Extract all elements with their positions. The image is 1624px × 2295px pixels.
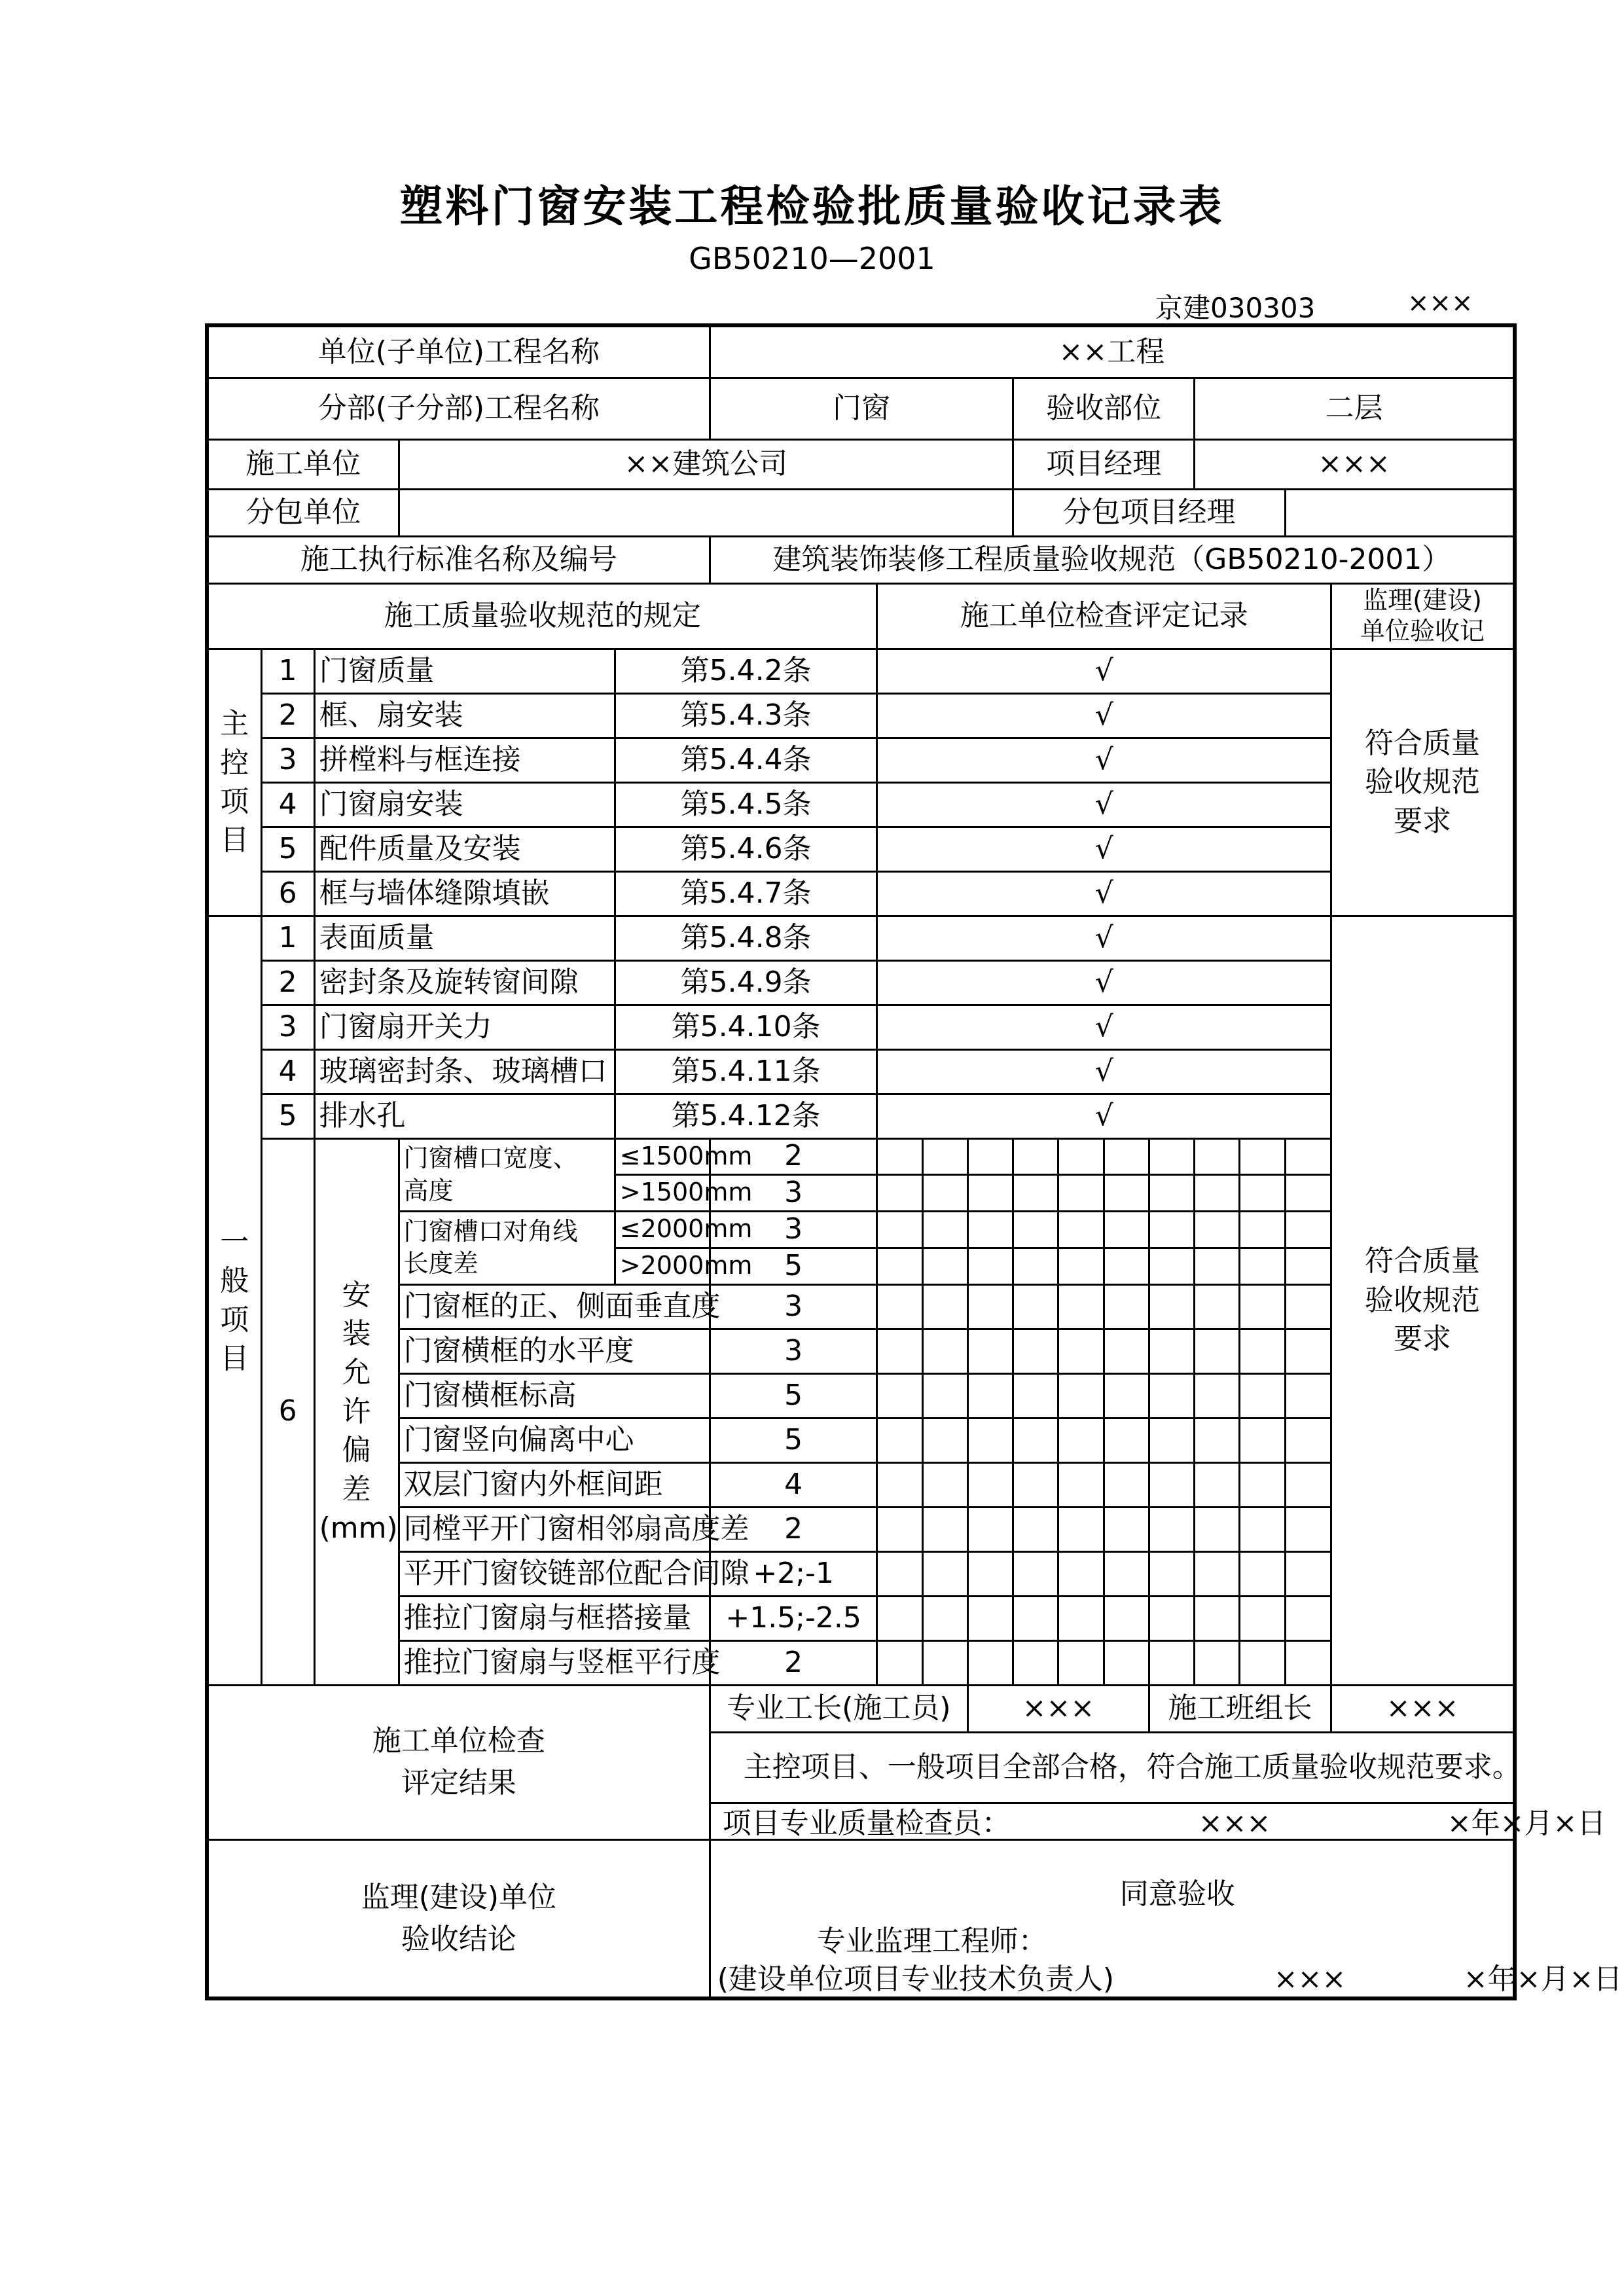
measure-cell[interactable] <box>1149 1174 1194 1211</box>
main-item-check[interactable]: √ <box>877 827 1331 871</box>
main-item-name: 框与墙体缝隙填嵌 <box>314 871 615 916</box>
measure-cell[interactable] <box>1285 1329 1331 1373</box>
measure-cell[interactable] <box>877 1174 922 1211</box>
supervisor-record-header: 监理(建设) 单位验收记 <box>1331 583 1515 649</box>
measure-cell[interactable] <box>967 1462 1013 1507</box>
measure-cell[interactable] <box>1149 1284 1194 1329</box>
measure-cell[interactable] <box>1240 1462 1285 1507</box>
measure-cell[interactable] <box>1149 1418 1194 1462</box>
main-item-no: 2 <box>261 693 314 738</box>
inspector-label: 项目专业质量检查员： <box>722 1806 1011 1840</box>
measure-cell[interactable] <box>1149 1138 1194 1174</box>
main-item-clause: 第5.4.4条 <box>615 738 877 782</box>
measure-cell[interactable] <box>1195 1211 1240 1248</box>
inspection-table <box>205 323 1623 2000</box>
measure-cell[interactable] <box>1285 1418 1331 1462</box>
main-item-clause: 第5.4.2条 <box>615 649 877 693</box>
measure-cell[interactable] <box>1149 1373 1194 1418</box>
measure-cell[interactable] <box>922 1248 967 1284</box>
form-code: 京建030303 <box>1155 292 1316 324</box>
tolerance-row-value: 2 <box>710 1507 877 1551</box>
pm-label: 项目经理 <box>1013 439 1195 489</box>
pm-value[interactable]: ××× <box>1195 439 1515 489</box>
main-item-check[interactable]: √ <box>877 693 1331 738</box>
supervision-conclusion <box>710 1839 1623 1998</box>
tolerance-row-name: 同樘平开门窗相邻扇高度差 <box>399 1507 710 1551</box>
general-item-clause: 第5.4.9条 <box>615 960 877 1005</box>
spec-header: 施工质量验收规范的规定 <box>207 583 877 649</box>
unit-project-value[interactable]: ××工程 <box>710 325 1515 378</box>
measure-cell[interactable] <box>1058 1211 1104 1248</box>
measure-cell[interactable] <box>877 1329 922 1373</box>
measure-cell[interactable] <box>1149 1248 1194 1284</box>
general-label: 一 般 项 目 <box>207 916 261 1685</box>
measure-cell[interactable] <box>1195 1418 1240 1462</box>
measure-cell[interactable] <box>1195 1551 1240 1596</box>
tolerance-row-name: 推拉门窗扇与框搭接量 <box>399 1596 710 1640</box>
contractor-value[interactable]: ××建筑公司 <box>399 439 1013 489</box>
general-item-clause: 第5.4.11条 <box>615 1049 877 1094</box>
general-item-clause: 第5.4.10条 <box>615 1005 877 1049</box>
team-leader-value[interactable]: ××× <box>1331 1685 1515 1732</box>
measure-cell[interactable] <box>877 1462 922 1507</box>
measure-cell[interactable] <box>1013 1284 1058 1329</box>
foreman-label: 专业工长(施工员) <box>710 1685 967 1732</box>
measure-cell[interactable] <box>1104 1138 1149 1174</box>
general-item-no: 3 <box>261 1005 314 1049</box>
measure-cell[interactable] <box>1195 1596 1240 1640</box>
tolerance-row-name: 双层门窗内外框间距 <box>399 1462 710 1507</box>
measure-cell[interactable] <box>1013 1418 1058 1462</box>
engineer-label: 专业监理工程师： <box>816 1924 1047 1958</box>
main-item-name: 门窗扇安装 <box>314 782 615 827</box>
measure-cell[interactable] <box>1104 1211 1149 1248</box>
main-item-clause: 第5.4.5条 <box>615 782 877 827</box>
main-item-check[interactable]: √ <box>877 871 1331 916</box>
groove-width-cond: >1500mm <box>615 1174 710 1211</box>
measure-cell[interactable] <box>1285 1211 1331 1248</box>
groove-width-value: 3 <box>710 1174 877 1211</box>
main-item-name: 框、扇安装 <box>314 693 615 738</box>
measure-cell[interactable] <box>1149 1329 1194 1373</box>
measure-cell[interactable] <box>1013 1462 1058 1507</box>
general-item-name: 表面质量 <box>314 916 615 960</box>
measure-cell[interactable] <box>1104 1248 1149 1284</box>
measure-cell[interactable] <box>1104 1462 1149 1507</box>
measure-cell[interactable] <box>1013 1211 1058 1248</box>
main-item-no: 5 <box>261 827 314 871</box>
measure-cell[interactable] <box>922 1329 967 1373</box>
measure-cell[interactable] <box>1013 1507 1058 1551</box>
accept-part-value[interactable]: 二层 <box>1195 378 1515 439</box>
general-item-clause: 第5.4.12条 <box>615 1094 877 1138</box>
groove-width-name: 门窗槽口宽度、 高度 <box>399 1138 615 1211</box>
general-item-check[interactable]: √ <box>877 1005 1331 1049</box>
measure-cell[interactable] <box>1195 1174 1240 1211</box>
general-item-no: 4 <box>261 1049 314 1094</box>
measure-cell[interactable] <box>967 1596 1013 1640</box>
measure-cell[interactable] <box>967 1373 1013 1418</box>
measure-cell[interactable] <box>922 1284 967 1329</box>
measure-cell[interactable] <box>1058 1551 1104 1596</box>
tolerance-row-name: 门窗框的正、侧面垂直度 <box>399 1284 710 1329</box>
check-conclusion[interactable]: 主控项目、一般项目全部合格，符合施工质量验收规范要求。 <box>710 1732 1515 1803</box>
measure-cell[interactable] <box>967 1418 1013 1462</box>
measure-cell[interactable] <box>1195 1373 1240 1418</box>
measure-cell[interactable] <box>1285 1640 1331 1685</box>
measure-cell[interactable] <box>922 1596 967 1640</box>
form-owner: ××× <box>1407 288 1473 318</box>
accept-part-label: 验收部位 <box>1013 378 1195 439</box>
measure-cell[interactable] <box>922 1462 967 1507</box>
measure-cell[interactable] <box>1104 1507 1149 1551</box>
measure-cell[interactable] <box>1195 1640 1240 1685</box>
measure-cell[interactable] <box>1104 1640 1149 1685</box>
measure-cell[interactable] <box>1240 1211 1285 1248</box>
team-leader-label: 施工班组长 <box>1149 1685 1331 1732</box>
general-result[interactable]: 符合质量 验收规范 要求 <box>1331 916 1515 1685</box>
measure-cell[interactable] <box>1013 1138 1058 1174</box>
foreman-value[interactable]: ××× <box>967 1685 1149 1732</box>
measure-cell[interactable] <box>1104 1418 1149 1462</box>
tolerance-row-value: +1.5;-2.5 <box>710 1596 877 1640</box>
tolerance-row-value: +2;-1 <box>710 1551 877 1596</box>
sub-pm-value[interactable] <box>1285 489 1515 536</box>
main-item-name: 拼樘料与框连接 <box>314 738 615 782</box>
measure-cell[interactable] <box>1058 1640 1104 1685</box>
measure-cell[interactable] <box>1058 1138 1104 1174</box>
measure-cell[interactable] <box>1013 1551 1058 1596</box>
measure-cell[interactable] <box>1195 1248 1240 1284</box>
measure-cell[interactable] <box>922 1418 967 1462</box>
sub-pm-label: 分包项目经理 <box>1013 489 1286 536</box>
general-item-check[interactable]: √ <box>877 916 1331 960</box>
subcontractor-value[interactable] <box>399 489 1013 536</box>
main-item-name: 门窗质量 <box>314 649 615 693</box>
measure-cell[interactable] <box>1195 1329 1240 1373</box>
measure-cell[interactable] <box>1104 1373 1149 1418</box>
tolerance-row-value: 5 <box>710 1373 877 1418</box>
main-control-result[interactable]: 符合质量 验收规范 要求 <box>1331 649 1515 916</box>
main-item-check[interactable]: √ <box>877 649 1331 693</box>
measure-cell[interactable] <box>877 1596 922 1640</box>
tolerance-row-value: 2 <box>710 1640 877 1685</box>
subcontractor-label: 分包单位 <box>207 489 399 536</box>
measure-cell[interactable] <box>877 1211 922 1248</box>
measure-cell[interactable] <box>1013 1640 1058 1685</box>
measure-cell[interactable] <box>922 1551 967 1596</box>
sub-project-label: 分部(子分部)工程名称 <box>207 378 710 439</box>
main-item-name: 配件质量及安装 <box>314 827 615 871</box>
main-item-no: 6 <box>261 871 314 916</box>
measure-cell[interactable] <box>1149 1596 1194 1640</box>
measure-cell[interactable] <box>1013 1329 1058 1373</box>
measure-cell[interactable] <box>1058 1174 1104 1211</box>
general-item-name: 排水孔 <box>314 1094 615 1138</box>
measure-cell[interactable] <box>877 1551 922 1596</box>
general-item-check[interactable]: √ <box>877 1049 1331 1094</box>
sub-project-value[interactable]: 门窗 <box>710 378 1013 439</box>
measure-cell[interactable] <box>1058 1462 1104 1507</box>
agree-text[interactable]: 同意验收 <box>1119 1877 1235 1911</box>
tolerance-row-value: 3 <box>710 1329 877 1373</box>
measure-cell[interactable] <box>1104 1329 1149 1373</box>
measure-cell[interactable] <box>1285 1596 1331 1640</box>
measure-cell[interactable] <box>1195 1462 1240 1507</box>
main-item-check[interactable]: √ <box>877 738 1331 782</box>
engineer-value[interactable]: ××× <box>1273 1962 1346 1996</box>
measure-cell[interactable] <box>1240 1284 1285 1329</box>
inspector-sign-row <box>710 1803 1606 1840</box>
exec-std-value[interactable]: 建筑装饰装修工程质量验收规范（GB50210-2001） <box>710 536 1515 583</box>
general-item-clause: 第5.4.8条 <box>615 916 877 960</box>
measure-cell[interactable] <box>1240 1640 1285 1685</box>
measure-cell[interactable] <box>1240 1329 1285 1373</box>
exec-std-label: 施工执行标准名称及编号 <box>207 536 710 583</box>
general-item-no: 5 <box>261 1094 314 1138</box>
measure-cell[interactable] <box>922 1640 967 1685</box>
measure-cell[interactable] <box>1240 1551 1285 1596</box>
diagonal-cond: ≤2000mm <box>615 1211 710 1248</box>
main-item-no: 3 <box>261 738 314 782</box>
measure-cell[interactable] <box>967 1507 1013 1551</box>
measure-cell[interactable] <box>922 1211 967 1248</box>
measure-cell[interactable] <box>967 1640 1013 1685</box>
measure-cell[interactable] <box>967 1329 1013 1373</box>
tolerance-row-value: 4 <box>710 1462 877 1507</box>
measure-cell[interactable] <box>1240 1418 1285 1462</box>
engineer-date[interactable]: ×年×月×日 <box>1463 1962 1623 1996</box>
main-item-no: 4 <box>261 782 314 827</box>
contractor-label: 施工单位 <box>207 439 399 489</box>
main-control-label: 主 控 项 目 <box>207 649 261 916</box>
measure-cell[interactable] <box>1285 1551 1331 1596</box>
measure-cell[interactable] <box>922 1138 967 1174</box>
measure-cell[interactable] <box>1240 1174 1285 1211</box>
contractor-record-header: 施工单位检查评定记录 <box>877 583 1331 649</box>
measure-cell[interactable] <box>1240 1596 1285 1640</box>
diagonal-value: 5 <box>710 1248 877 1284</box>
measure-cell[interactable] <box>1058 1596 1104 1640</box>
main-item-no: 1 <box>261 649 314 693</box>
main-item-clause: 第5.4.7条 <box>615 871 877 916</box>
measure-cell[interactable] <box>1104 1174 1149 1211</box>
measure-cell[interactable] <box>1285 1248 1331 1284</box>
measure-cell[interactable] <box>1240 1373 1285 1418</box>
tolerance-label: 安 装 允 许 偏 差 (mm) <box>314 1138 399 1685</box>
check-result-label: 施工单位检查 评定结果 <box>207 1685 710 1839</box>
measure-cell[interactable] <box>1058 1284 1104 1329</box>
measure-cell[interactable] <box>1285 1373 1331 1418</box>
main-item-check[interactable]: √ <box>877 782 1331 827</box>
inspector-date[interactable]: ×年×月×日 <box>1447 1806 1606 1840</box>
measure-cell[interactable] <box>922 1373 967 1418</box>
measure-cell[interactable] <box>1285 1507 1331 1551</box>
measure-cell[interactable] <box>1240 1507 1285 1551</box>
groove-width-cond: ≤1500mm <box>615 1138 710 1174</box>
measure-cell[interactable] <box>1058 1329 1104 1373</box>
measure-cell[interactable] <box>877 1640 922 1685</box>
measure-cell[interactable] <box>1240 1248 1285 1284</box>
general-item-name: 玻璃密封条、玻璃槽口 <box>314 1049 615 1094</box>
measure-cell[interactable] <box>1104 1284 1149 1329</box>
measure-cell[interactable] <box>922 1507 967 1551</box>
diagonal-cond: >2000mm <box>615 1248 710 1284</box>
measure-cell[interactable] <box>1013 1174 1058 1211</box>
tolerance-row-name: 门窗竖向偏离中心 <box>399 1418 710 1462</box>
standard-code: GB50210—2001 <box>689 241 935 276</box>
measure-cell[interactable] <box>1149 1462 1194 1507</box>
unit-project-label: 单位(子单位)工程名称 <box>207 325 710 378</box>
form-title: 塑料门窗安装工程检验批质量验收记录表 <box>399 181 1225 232</box>
general-item-no: 2 <box>261 960 314 1005</box>
general-item-name: 密封条及旋转窗间隙 <box>314 960 615 1005</box>
measure-cell[interactable] <box>1058 1507 1104 1551</box>
measure-cell[interactable] <box>1149 1211 1194 1248</box>
measure-cell[interactable] <box>877 1138 922 1174</box>
measure-cell[interactable] <box>877 1418 922 1462</box>
measure-cell[interactable] <box>967 1248 1013 1284</box>
groove-width-value: 2 <box>710 1138 877 1174</box>
measure-cell[interactable] <box>1149 1551 1194 1596</box>
inspector-value[interactable]: ××× <box>1198 1806 1271 1840</box>
measure-cell[interactable] <box>1104 1596 1149 1640</box>
tolerance-row-value: 3 <box>710 1284 877 1329</box>
measure-cell[interactable] <box>1058 1418 1104 1462</box>
measure-cell[interactable] <box>1149 1640 1194 1685</box>
measure-cell[interactable] <box>1013 1373 1058 1418</box>
measure-cell[interactable] <box>1058 1248 1104 1284</box>
general-item-check[interactable]: √ <box>877 1094 1331 1138</box>
tolerance-row-name: 平开门窗铰链部位配合间隙 <box>399 1551 710 1596</box>
measure-cell[interactable] <box>1285 1174 1331 1211</box>
measure-cell[interactable] <box>1240 1138 1285 1174</box>
tolerance-row-name: 门窗横框标高 <box>399 1373 710 1418</box>
measure-cell[interactable] <box>967 1284 1013 1329</box>
measure-cell[interactable] <box>967 1138 1013 1174</box>
measure-cell[interactable] <box>1149 1507 1194 1551</box>
measure-cell[interactable] <box>1195 1507 1240 1551</box>
tolerance-row-value: 5 <box>710 1418 877 1462</box>
diagonal-name: 门窗槽口对角线 长度差 <box>399 1211 615 1284</box>
engineer-label-2: (建设单位项目专业技术负责人) <box>717 1962 1115 1996</box>
measure-cell[interactable] <box>877 1284 922 1329</box>
measure-cell[interactable] <box>1285 1284 1331 1329</box>
diagonal-value: 3 <box>710 1211 877 1248</box>
measure-cell[interactable] <box>967 1551 1013 1596</box>
measure-cell[interactable] <box>922 1174 967 1211</box>
measure-cell[interactable] <box>1195 1284 1240 1329</box>
measure-cell[interactable] <box>1013 1596 1058 1640</box>
measure-cell[interactable] <box>1058 1373 1104 1418</box>
measure-cell[interactable] <box>877 1373 922 1418</box>
tolerance-row-name: 推拉门窗扇与竖框平行度 <box>399 1640 710 1685</box>
general-item-no: 1 <box>261 916 314 960</box>
measure-cell[interactable] <box>1104 1551 1149 1596</box>
tolerance-item-no: 6 <box>261 1138 314 1685</box>
measure-cell[interactable] <box>1285 1462 1331 1507</box>
tolerance-row-name: 门窗横框的水平度 <box>399 1329 710 1373</box>
supervision-label: 监理(建设)单位 验收结论 <box>207 1839 710 1998</box>
main-item-clause: 第5.4.3条 <box>615 693 877 738</box>
measure-cell[interactable] <box>1195 1138 1240 1174</box>
general-item-name: 门窗扇开关力 <box>314 1005 615 1049</box>
measure-cell[interactable] <box>1285 1138 1331 1174</box>
measure-cell[interactable] <box>967 1174 1013 1211</box>
main-item-clause: 第5.4.6条 <box>615 827 877 871</box>
measure-cell[interactable] <box>877 1248 922 1284</box>
measure-cell[interactable] <box>1013 1248 1058 1284</box>
measure-cell[interactable] <box>877 1507 922 1551</box>
general-item-check[interactable]: √ <box>877 960 1331 1005</box>
measure-cell[interactable] <box>967 1211 1013 1248</box>
